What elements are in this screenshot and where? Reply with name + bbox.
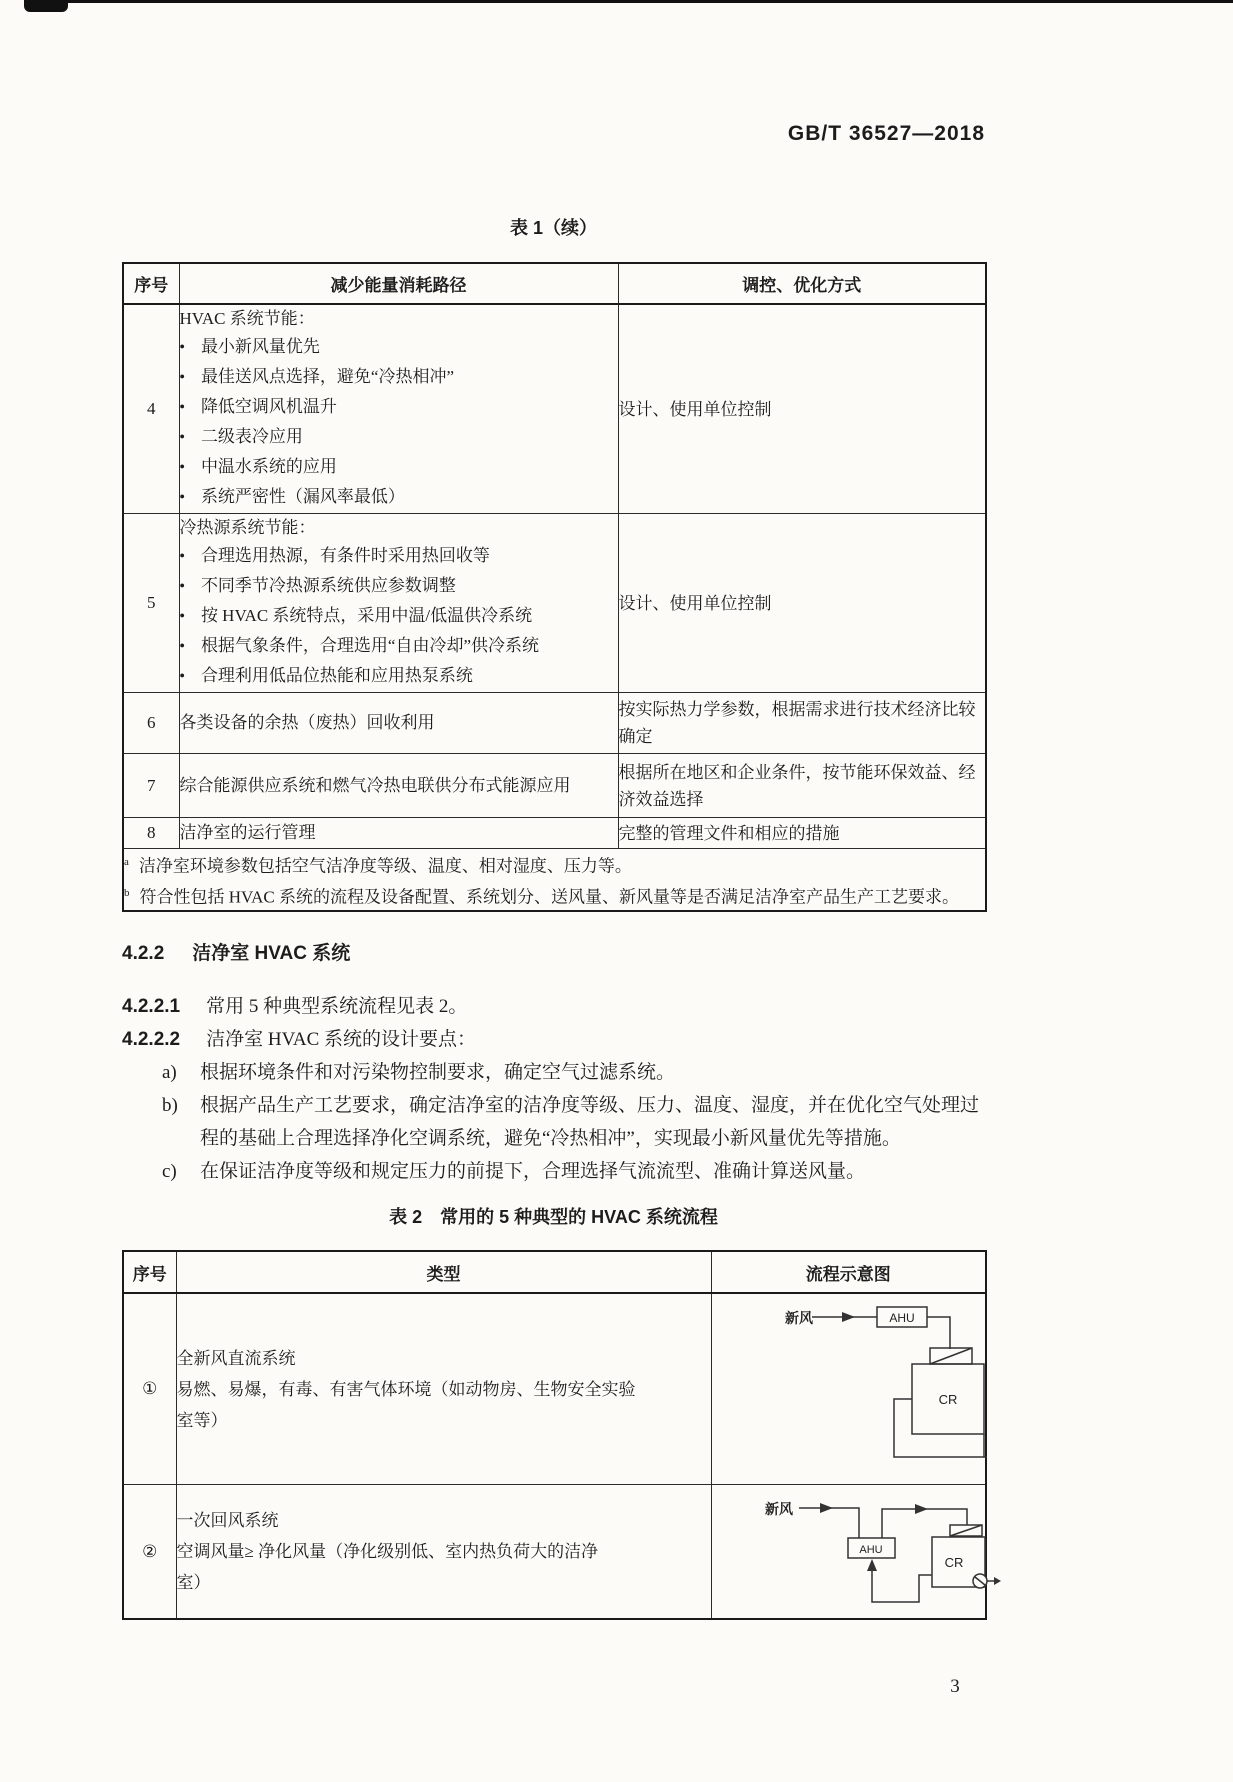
path-cell [179, 693, 618, 754]
table2 [122, 1250, 987, 1620]
path-title: 综合能源供应系统和燃气冷热电联供分布式能源应用 [179, 775, 571, 795]
bullet-text: 合理利用低品位热能和应用热泵系统 [200, 666, 473, 685]
bullet-text: 最佳送风点选择，避免“冷热相冲” [200, 367, 455, 386]
diagram-cell [711, 1485, 986, 1620]
bullet-text: 按 HVAC 系统特点，采用中温/低温供冷系统 [200, 606, 533, 625]
type-line: 易燃、易爆，有毒、有害气体环境（如动物房、生物安全实验 [176, 1379, 636, 1399]
ahu-label: AHU [858, 1544, 883, 1556]
list-item-b [162, 1089, 995, 1155]
footnote-marker: b [124, 886, 130, 899]
footnotes-cell [123, 849, 986, 912]
serial-cell: ② [123, 1485, 176, 1620]
list-item [180, 602, 618, 632]
table1-row-5 [123, 514, 986, 693]
type-cell [176, 1485, 711, 1620]
arrow-right-icon [994, 1577, 1001, 1585]
bullet-icon: ● [179, 610, 185, 620]
list-item [180, 483, 618, 513]
serial-cell: ① [123, 1293, 176, 1485]
bullet-icon: ● [179, 401, 185, 411]
bullet-text: 合理选用热源，有条件时采用热回收等 [200, 546, 490, 565]
item-text: 根据产品生产工艺要求，确定洁净室的洁净度等级、压力、温度、湿度，并在优化空气处理过程的基础上合理选择净化空调系统，避免“冷热相冲”，实现最小新风量优先等措施。 [200, 1095, 980, 1149]
table1-header-serial: 序号 [123, 263, 179, 304]
flow-diagram-primary-return-air [712, 1485, 987, 1618]
list-item [180, 453, 618, 483]
path-cell [179, 304, 618, 514]
control-text: 确定 [618, 727, 653, 746]
bullet-icon: ● [179, 491, 185, 501]
control-text: 设计、使用单位控制 [618, 399, 772, 419]
type-line: 全新风直流系统 [176, 1348, 296, 1368]
list-item [180, 542, 618, 572]
control-text: 按实际热力学参数，根据需求进行技术经济比较 [618, 700, 976, 719]
list-item [180, 363, 618, 393]
return-duct-line [872, 1565, 932, 1602]
list-item [180, 632, 618, 662]
cleanroom-label: CR [938, 1392, 957, 1407]
footnote-text: 符合性包括 HVAC 系统的流程及设备配置、系统划分、送风量、新风量等是否满足洁净室产品生产工艺要求。 [139, 887, 959, 907]
cleanroom-label: CR [944, 1555, 963, 1570]
control-text: 济效益选择 [618, 789, 704, 809]
item-marker: a) [162, 1062, 177, 1083]
path-title: 各类设备的余热（废热）回收利用 [179, 713, 435, 732]
table2-header-diagram: 流程示意图 [711, 1251, 986, 1293]
item-marker: c) [162, 1161, 177, 1182]
bullet-text: 系统严密性（漏风率最低） [200, 487, 405, 506]
footnote-text: 洁净室环境参数包括空气洁净度等级、温度、相对湿度、压力等。 [138, 856, 632, 876]
flow-diagram-full-fresh-air [712, 1294, 987, 1484]
type-cell [176, 1293, 711, 1485]
filter-diagonal-line [950, 1525, 982, 1536]
table1-row-6 [123, 693, 986, 754]
table2-row-2 [123, 1485, 986, 1620]
footnote-b [124, 880, 985, 911]
ahu-label: AHU [888, 1311, 915, 1325]
footnote-marker: a [124, 856, 129, 868]
type-line: 室） [176, 1573, 211, 1592]
serial-cell: 6 [123, 693, 179, 754]
table1-footnotes-row [123, 849, 986, 912]
table2-header-type: 类型 [176, 1251, 711, 1293]
bullet-icon: ● [179, 341, 185, 351]
clause-4-2-2-2 [122, 1024, 476, 1051]
clause-number: 4.2.2.1 [122, 996, 181, 1017]
page-number: 3 [950, 1676, 960, 1697]
bullet-text: 中温水系统的应用 [200, 457, 337, 476]
list-item [180, 662, 618, 692]
list-item [180, 333, 618, 363]
serial-cell: 8 [123, 818, 179, 849]
list-item-c [162, 1155, 995, 1188]
diagram-cell [711, 1293, 986, 1485]
scan-artifact-top-edge [68, 0, 1233, 3]
bullet-icon: ● [179, 580, 185, 590]
bullet-text: 根据气象条件，合理选用“自由冷却”供冷系统 [200, 636, 540, 655]
bullet-icon: ● [179, 640, 185, 650]
bullet-icon: ● [179, 371, 185, 381]
arrow-right-icon [820, 1503, 833, 1513]
bullet-icon: ● [179, 461, 185, 471]
bullet-icon: ● [179, 670, 185, 680]
control-cell [618, 754, 986, 818]
document-number: GB/T 36527—2018 [787, 122, 985, 145]
path-cell [179, 754, 618, 818]
path-title: HVAC 系统节能： [179, 309, 315, 328]
supply-duct-line [927, 1317, 950, 1349]
control-cell [618, 818, 986, 849]
fresh-air-duct-line [799, 1508, 859, 1538]
control-text: 完整的管理文件和相应的措施 [618, 823, 840, 843]
arrow-right-icon [842, 1312, 855, 1322]
bullet-text: 最小新风量优先 [200, 337, 320, 356]
table1-header-path: 减少能量消耗路径 [179, 263, 618, 304]
table1-header-row [123, 263, 986, 304]
path-title: 冷热源系统节能： [179, 518, 316, 537]
fresh-air-label: 新风 [764, 1501, 793, 1517]
fresh-air-label: 新风 [784, 1310, 813, 1326]
serial-cell: 4 [123, 304, 179, 514]
exhaust-duct-line [894, 1399, 987, 1457]
control-cell [618, 514, 986, 693]
table1-title: 表 1（续） [509, 218, 597, 238]
control-cell [618, 693, 986, 754]
supply-duct-line [882, 1509, 967, 1538]
control-text: 根据所在地区和企业条件，按节能环保效益、经 [618, 762, 976, 782]
bullet-text: 二级表冷应用 [200, 427, 303, 446]
clause-number: 4.2.2 [122, 943, 165, 964]
item-marker: b) [162, 1095, 178, 1116]
table2-header-row [123, 1251, 986, 1293]
list-item [180, 572, 618, 602]
table2-title: 表 2 常用的 5 种典型的 HVAC 系统流程 [389, 1207, 718, 1227]
table2-header-serial: 序号 [123, 1251, 176, 1293]
serial-cell: 7 [123, 754, 179, 818]
path-cell [179, 514, 618, 693]
arrow-right-icon [915, 1504, 928, 1514]
clause-number: 4.2.2.2 [122, 1029, 181, 1050]
serial-cell: 5 [123, 514, 179, 693]
control-text: 设计、使用单位控制 [618, 593, 772, 613]
type-line: 一次回风系统 [176, 1511, 279, 1530]
clause-text: 常用 5 种典型系统流程见表 2。 [206, 996, 468, 1017]
item-text: 根据环境条件和对污染物控制要求，确定空气过滤系统。 [200, 1062, 676, 1083]
table1-row-8 [123, 818, 986, 849]
bullet-icon: ● [179, 431, 185, 441]
item-text: 在保证洁净度等级和规定压力的前提下，合理选择气流流型、准确计算送风量。 [200, 1161, 866, 1182]
list-item [180, 393, 618, 423]
bullet-text: 不同季节冷热源系统供应参数调整 [200, 576, 456, 595]
clause-title: 洁净室 HVAC 系统 [192, 943, 351, 964]
path-cell [179, 818, 618, 849]
section-heading-4-2-2 [122, 938, 350, 965]
scan-artifact-blob [24, 0, 68, 12]
path-title: 洁净室的运行管理 [179, 823, 316, 842]
type-line: 室等） [176, 1410, 228, 1430]
type-line: 空调风量≥ 净化风量（净化级别低、室内热负荷大的洁净 [176, 1542, 599, 1561]
table2-row-1 [123, 1293, 986, 1485]
table1 [122, 262, 987, 912]
bullet-text: 降低空调风机温升 [200, 397, 337, 416]
table1-row-4 [123, 304, 986, 514]
list-item [180, 423, 618, 453]
list-item-a [162, 1056, 995, 1089]
control-cell [618, 304, 986, 514]
filter-diagonal-line [930, 1348, 972, 1364]
table1-row-7 [123, 754, 986, 818]
bullet-icon: ● [179, 550, 185, 560]
arrow-up-icon [867, 1559, 877, 1571]
clause-4-2-2-1 [122, 991, 467, 1018]
footnote-a [124, 849, 985, 880]
table1-header-control: 调控、优化方式 [618, 263, 986, 304]
clause-text: 洁净室 HVAC 系统的设计要点： [206, 1029, 476, 1050]
